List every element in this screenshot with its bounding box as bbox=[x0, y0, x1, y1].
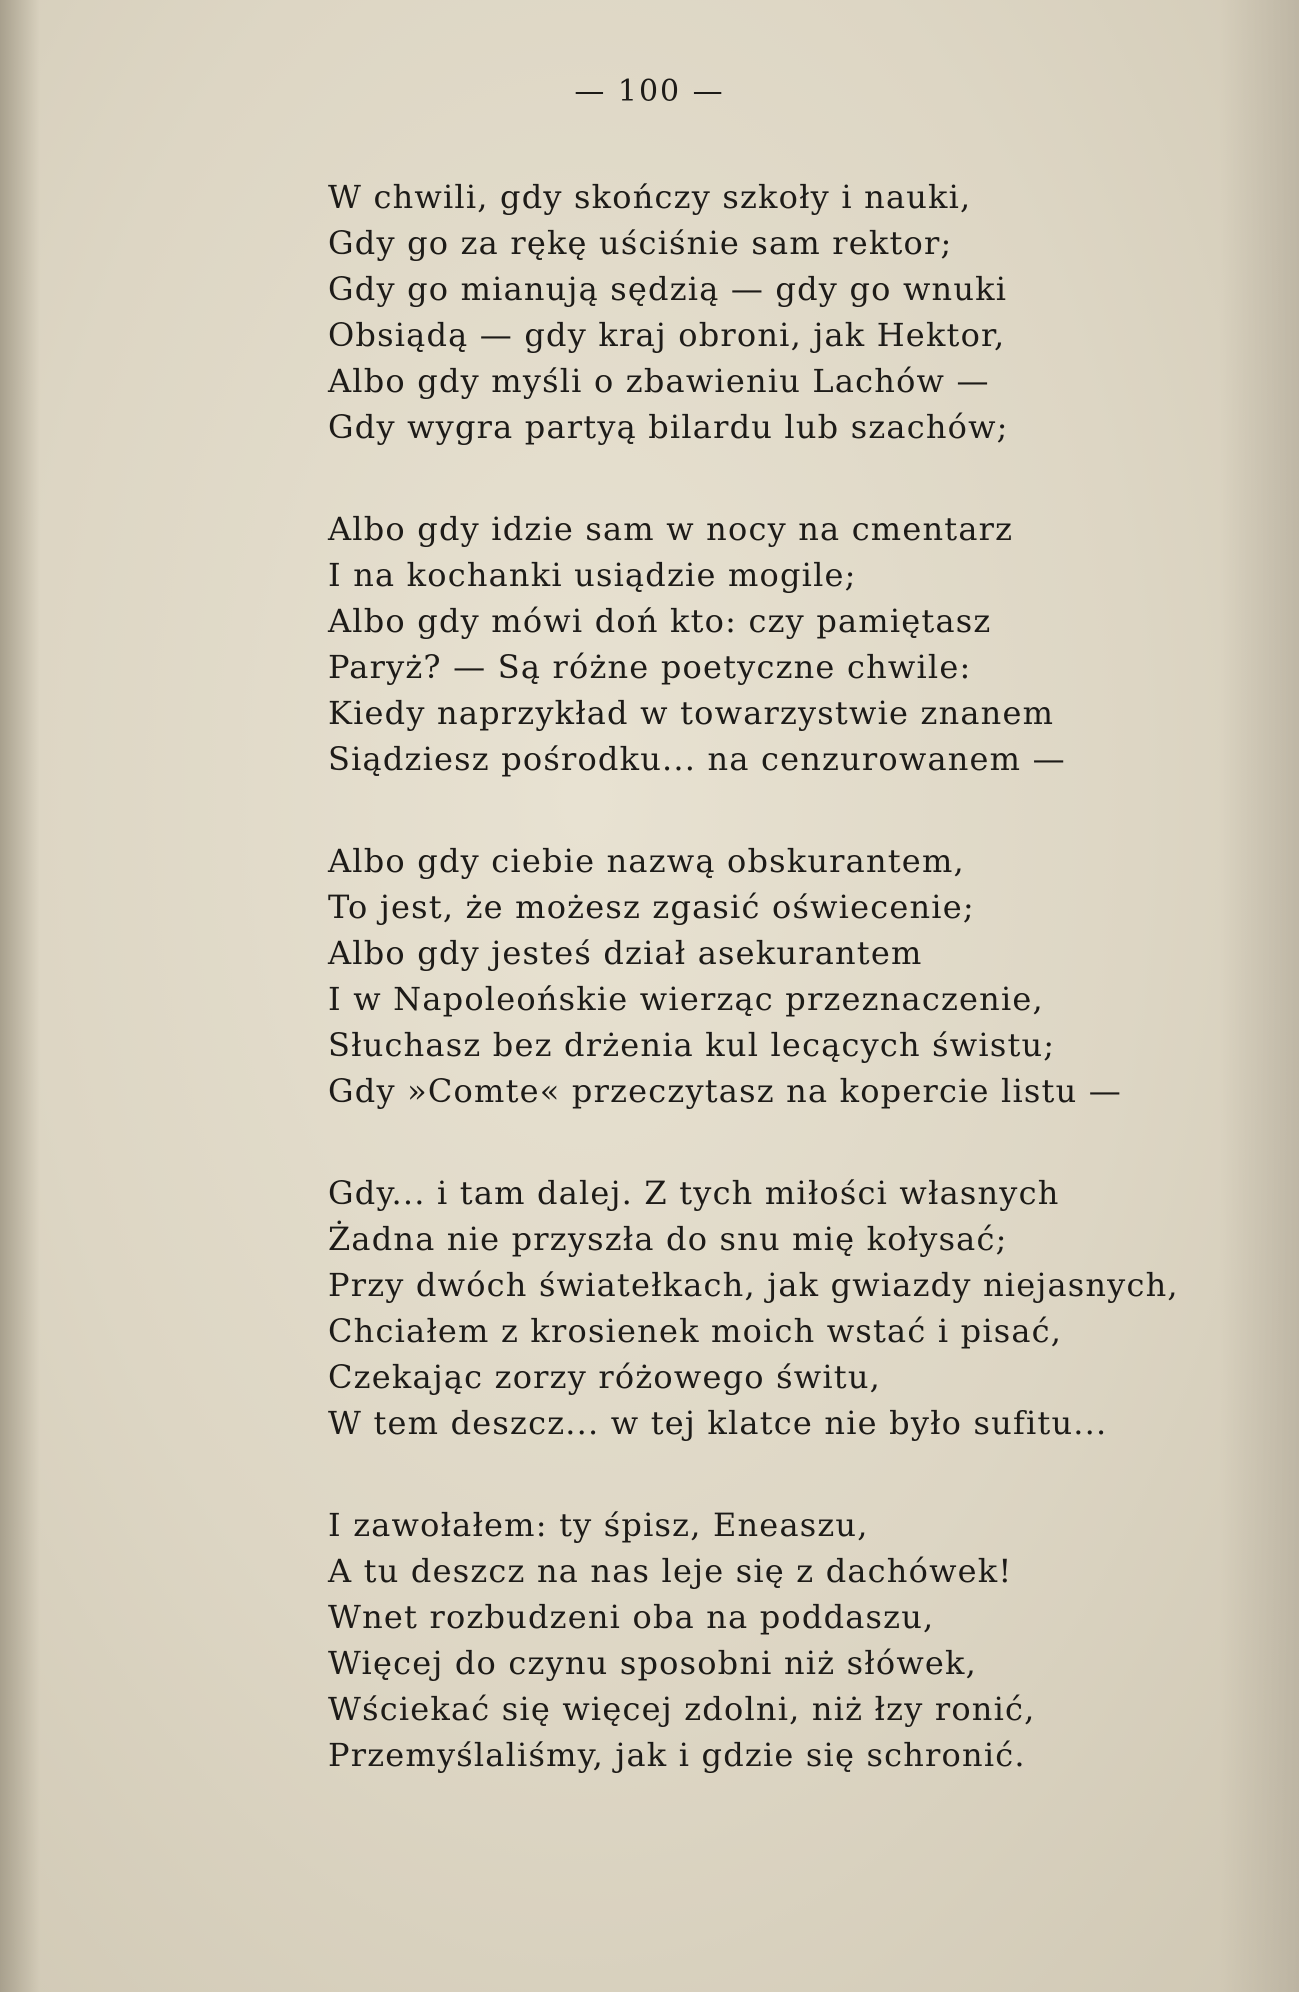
verse-line: A tu deszcz na nas leje się z dachówek! bbox=[328, 1552, 1013, 1590]
poem-text bbox=[328, 174, 1228, 1834]
verse-line: Czekając zorzy różowego świtu, bbox=[328, 1358, 881, 1396]
verse-line: W tem deszcz... w tej klatce nie było sufitu... bbox=[328, 1404, 1108, 1442]
verse-line: Siądziesz pośrodku... na cenzurowanem — bbox=[328, 740, 1066, 778]
verse-line: I zawołałem: ty śpisz, Eneaszu, bbox=[328, 1506, 869, 1544]
verse-line: Wnet rozbudzeni oba na poddaszu, bbox=[328, 1598, 935, 1636]
stanza bbox=[328, 838, 1228, 1114]
verse-line: Chciałem z krosienek moich wstać i pisać, bbox=[328, 1312, 1063, 1350]
verse-line: Gdy... i tam dalej. Z tych miłości własnych bbox=[328, 1174, 1060, 1212]
verse-line: Gdy wygra partyą bilardu lub szachów; bbox=[328, 408, 1009, 446]
stanza bbox=[328, 174, 1228, 450]
verse-line: Albo gdy mówi doń kto: czy pamiętasz bbox=[328, 602, 992, 640]
verse-line: Kiedy naprzykład w towarzystwie znanem bbox=[328, 694, 1055, 732]
verse-line: Gdy go za rękę uściśnie sam rektor; bbox=[328, 224, 953, 262]
page-gutter-shadow bbox=[0, 0, 40, 1992]
verse-line: Przy dwóch światełkach, jak gwiazdy niejasnych, bbox=[328, 1266, 1179, 1304]
verse-line: Paryż? — Są różne poetyczne chwile: bbox=[328, 648, 972, 686]
verse-line: Obsiądą — gdy kraj obroni, jak Hektor, bbox=[328, 316, 1006, 354]
verse-line: I w Napoleońskie wierząc przeznaczenie, bbox=[328, 980, 1044, 1018]
verse-line: Gdy go mianują sędzią — gdy go wnuki bbox=[328, 270, 1008, 308]
stanza bbox=[328, 506, 1228, 782]
verse-line: Słuchasz bez drżenia kul lecących świstu; bbox=[328, 1026, 1056, 1064]
page-edge-shadow bbox=[1219, 0, 1299, 1992]
verse-line: Albo gdy idzie sam w nocy na cmentarz bbox=[328, 510, 1014, 548]
page-number: — 100 — bbox=[574, 74, 725, 109]
verse-line: Albo gdy myśli o zbawieniu Lachów — bbox=[328, 362, 990, 400]
verse-line: I na kochanki usiądzie mogile; bbox=[328, 556, 857, 594]
verse-line: Przemyślaliśmy, jak i gdzie się schronić. bbox=[328, 1736, 1026, 1774]
verse-line: To jest, że możesz zgasić oświecenie; bbox=[328, 888, 975, 926]
verse-line: Żadna nie przyszła do snu mię kołysać; bbox=[328, 1220, 1008, 1258]
verse-line: W chwili, gdy skończy szkoły i nauki, bbox=[328, 178, 972, 216]
verse-line: Albo gdy ciebie nazwą obskurantem, bbox=[328, 842, 965, 880]
stanza bbox=[328, 1170, 1228, 1446]
verse-line: Albo gdy jesteś dział asekurantem bbox=[328, 934, 923, 972]
stanza bbox=[328, 1502, 1228, 1778]
verse-line: Wściekać się więcej zdolni, niż łzy ronić, bbox=[328, 1690, 1036, 1728]
verse-line: Gdy »Comte« przeczytasz na kopercie listu — bbox=[328, 1072, 1122, 1110]
verse-line: Więcej do czynu sposobni niż słówek, bbox=[328, 1644, 978, 1682]
